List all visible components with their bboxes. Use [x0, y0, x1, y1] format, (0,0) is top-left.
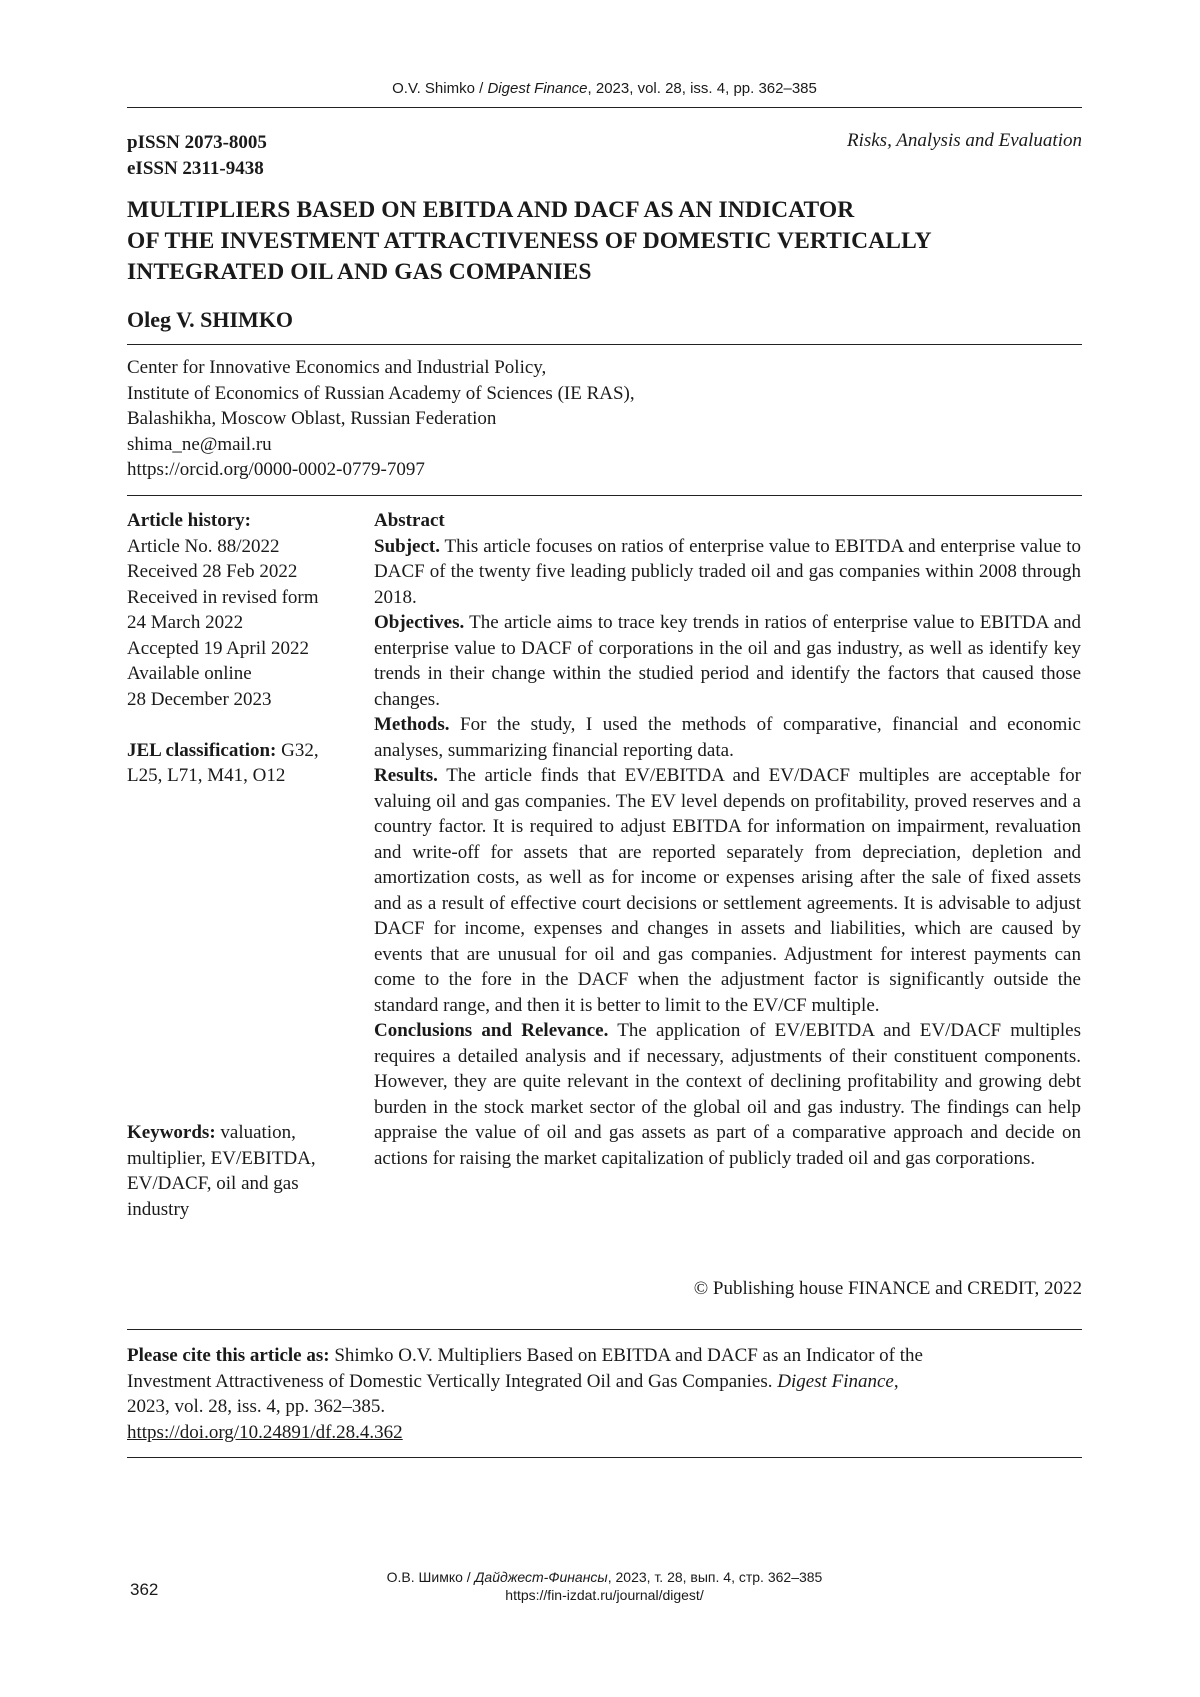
- footer-author: О.В. Шимко: [387, 1569, 463, 1585]
- citation-text: ,: [894, 1371, 899, 1392]
- paragraph-text: The article finds that EV/EBITDA and EV/DACF multiples are acceptable for valuing oil and gas companies. The EV level depends on profitability, proved reserves and a country factor. It is required to adjust EBITDA for information on impairment, revaluation and write-off for assets that are reported separately from depreciation, depletion and amortization costs, as well as for income or expenses arising after the sale of fixed assets and as a result of effective court decisions or settlement agreements. It is advisable to adjust DACF for income, expenses and changes in assets and liabilities, which are caused by events that are unusual for oil and gas companies. Adjustment for interest payments can come to the fore in the DACF when the adjustment factor is significantly outside the standard range, and then it is better to limit to the EV/CF multiple.: [374, 765, 1081, 1016]
- footer-citation: [127, 1568, 1082, 1586]
- title-line: MULTIPLIERS BASED ON EBITDA AND DACF AS AN INDICATOR: [127, 195, 1087, 226]
- footer-journal: Дайджест-Финансы: [475, 1569, 608, 1585]
- jel-label: JEL classification:: [127, 740, 276, 761]
- footer-separator: /: [463, 1569, 475, 1585]
- print-issn: pISSN 2073-8005: [127, 130, 267, 156]
- header-details: , 2023, vol. 28, iss. 4, pp. 362–385: [588, 80, 817, 97]
- citation-top-rule: [127, 1329, 1082, 1330]
- abstract-results: [374, 763, 1081, 1018]
- history-line: Accepted 19 April 2022: [127, 636, 359, 662]
- history-line: Article No. 88/2022: [127, 534, 359, 560]
- abstract-heading: Abstract: [374, 508, 1081, 534]
- citation-text: Shimko O.V. Multipliers Based on EBITDA and DACF as an Indicator of the: [330, 1345, 923, 1366]
- jel-classification: [127, 738, 359, 764]
- copyright-notice: © Publishing house FINANCE and CREDIT, 2022: [694, 1278, 1082, 1300]
- citation-line: [127, 1420, 1087, 1446]
- paragraph-text: The article aims to trace key trends in ratios of enterprise value to EBITDA and enterprise value to DACF of corporations in the oil and gas industry, as well as identify key trends in their change within the studied period and identify the factors that caused those changes.: [374, 612, 1081, 710]
- keywords: [127, 1120, 359, 1146]
- paragraph-label: Objectives.: [374, 612, 464, 633]
- author-name: Oleg V. SHIMKO: [127, 307, 293, 333]
- affiliation-line: Center for Innovative Economics and Industrial Policy,: [127, 355, 635, 381]
- title-line: INTEGRATED OIL AND GAS COMPANIES: [127, 257, 1087, 288]
- abstract-objectives: [374, 610, 1081, 712]
- article-page: [0, 0, 1200, 1697]
- history-line: Received 28 Feb 2022: [127, 559, 359, 585]
- paragraph-label: Subject.: [374, 536, 440, 557]
- article-sidebar: [127, 508, 359, 1222]
- paragraph-text: This article focuses on ratios of enterprise value to EBITDA and enterprise value to DACF of the twenty five leading publicly traded oil and gas companies within 2008 through 2018.: [374, 536, 1081, 608]
- jel-codes: G32,: [276, 740, 318, 761]
- paragraph-label: Results.: [374, 765, 438, 786]
- abstract-subject: [374, 534, 1081, 611]
- affiliation-rule: [127, 495, 1082, 496]
- affiliation-line: Institute of Economics of Russian Academy of Sciences (IE RAS),: [127, 381, 635, 407]
- sidebar-spacer: [127, 712, 359, 738]
- journal-section: Risks, Analysis and Evaluation: [847, 130, 1082, 152]
- citation-text: Investment Attractiveness of Domestic Vertically Integrated Oil and Gas Companies.: [127, 1371, 777, 1392]
- header-author: O.V. Shimko: [392, 80, 475, 97]
- paragraph-text: For the study, I used the methods of comparative, financial and economic analyses, summarizing financial reporting data.: [374, 714, 1081, 761]
- footer-details: , 2023, т. 28, вып. 4, стр. 362–385: [608, 1569, 823, 1585]
- history-line: Received in revised form: [127, 585, 359, 611]
- abstract-methods: [374, 712, 1081, 763]
- footer-url[interactable]: https://fin-izdat.ru/journal/digest/: [127, 1586, 1082, 1604]
- citation-line: 2023, vol. 28, iss. 4, pp. 362–385.: [127, 1394, 1087, 1420]
- title-line: OF THE INVESTMENT ATTRACTIVENESS OF DOMESTIC VERTICALLY: [127, 226, 1087, 257]
- abstract: [374, 508, 1081, 1171]
- header-journal: Digest Finance: [487, 80, 587, 97]
- keywords-label: Keywords:: [127, 1122, 216, 1143]
- citation-block: [127, 1343, 1087, 1445]
- author-rule: [127, 344, 1082, 345]
- citation-bottom-rule: [127, 1457, 1082, 1458]
- abstract-conclusions: [374, 1018, 1081, 1171]
- keywords-first: valuation,: [216, 1122, 296, 1143]
- paragraph-label: Conclusions and Relevance.: [374, 1020, 608, 1041]
- citation-line: [127, 1343, 1087, 1369]
- electronic-issn: eISSN 2311-9438: [127, 156, 267, 182]
- page-footer: [127, 1568, 1082, 1604]
- history-line: 24 March 2022: [127, 610, 359, 636]
- sidebar-spacer: [127, 789, 359, 1121]
- keywords-line: industry: [127, 1197, 359, 1223]
- keywords-line: EV/DACF, oil and gas: [127, 1171, 359, 1197]
- header-separator: /: [479, 80, 487, 97]
- affiliation-line: Balashikha, Moscow Oblast, Russian Federation: [127, 406, 635, 432]
- history-line: Available online: [127, 661, 359, 687]
- affiliation: [127, 355, 635, 483]
- paragraph-text: The application of EV/EBITDA and EV/DACF multiples requires a detailed analysis and if necessary, adjustments of their constituent components. However, they are quite relevant in the context of declining profitability and growing debt burden in the stock market sector of the global oil and gas industry. The findings can help appraise the value of oil and gas assets as part of a comparative approach and decide on actions for raising the market capitalization of publicly traded oil and gas corporations.: [374, 1020, 1081, 1169]
- citation-line: [127, 1369, 1087, 1395]
- issn-block: [127, 130, 267, 182]
- running-header: [127, 80, 1082, 97]
- keywords-line: multiplier, EV/EBITDA,: [127, 1146, 359, 1172]
- article-title: [127, 195, 1087, 288]
- doi-link[interactable]: https://doi.org/10.24891/df.28.4.362: [127, 1422, 403, 1443]
- history-heading: Article history:: [127, 508, 359, 534]
- citation-journal: Digest Finance: [777, 1371, 894, 1392]
- author-orcid-link[interactable]: https://orcid.org/0000-0002-0779-7097: [127, 457, 635, 483]
- paragraph-label: Methods.: [374, 714, 449, 735]
- history-line: 28 December 2023: [127, 687, 359, 713]
- citation-label: Please cite this article as:: [127, 1345, 330, 1366]
- page-number: 362: [130, 1580, 158, 1600]
- header-rule: [127, 107, 1082, 108]
- jel-codes-line: L25, L71, M41, O12: [127, 763, 359, 789]
- author-email[interactable]: shima_ne@mail.ru: [127, 432, 635, 458]
